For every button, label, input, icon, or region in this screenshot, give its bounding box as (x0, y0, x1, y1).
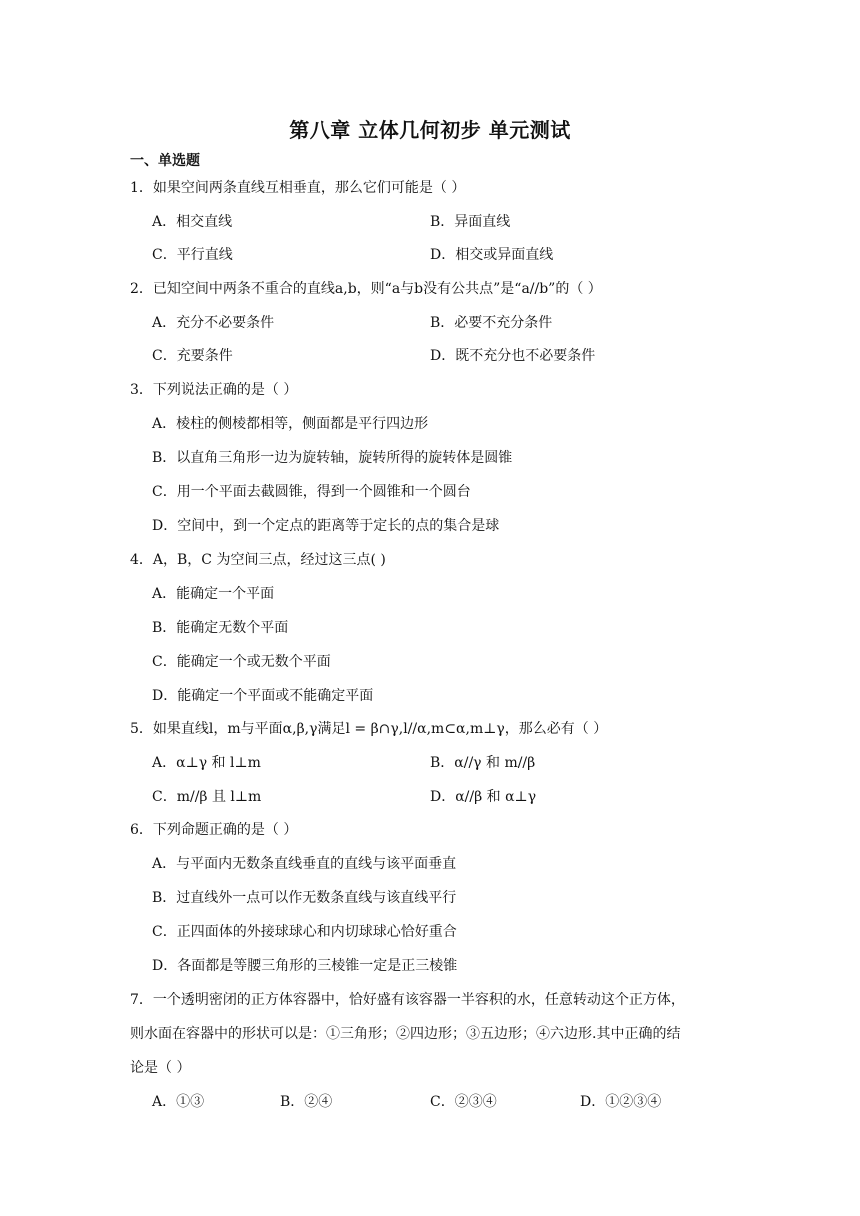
question-7-option-b[interactable]: B．②④ (280, 1094, 333, 1110)
question-7-option-c[interactable]: C．②③④ (430, 1094, 497, 1110)
question-1-option-a[interactable]: A．相交直线 (152, 214, 233, 230)
question-7-stem-line-1: 7．一个透明密闭的正方体容器中，恰好盛有该容器一半容积的水，任意转动这个正方体， (130, 992, 685, 1008)
question-1-stem: 1．如果空间两条直线互相垂直，那么它们可能是（ ） (130, 180, 466, 196)
question-4-option-c[interactable]: C．能确定一个或无数个平面 (152, 654, 331, 670)
question-6-option-a[interactable]: A．与平面内无数条直线垂直的直线与该平面垂直 (152, 856, 457, 872)
question-5-option-a[interactable]: A．α⊥γ 和 l⊥m (152, 755, 261, 771)
page-title: 第八章 立体几何初步 单元测试 (289, 118, 571, 142)
question-3-option-d[interactable]: D．空间中，到一个定点的距离等于定长的点的集合是球 (152, 518, 500, 534)
question-7-option-a[interactable]: A．①③ (152, 1094, 205, 1110)
question-5-stem: 5．如果直线l，m与平面α,β,γ满足l = β∩γ,l//α,m⊂α,m⊥γ，那么必有（ ） (130, 721, 608, 737)
question-5-option-c[interactable]: C．m//β 且 l⊥m (152, 789, 262, 805)
question-5-option-d[interactable]: D．α//β 和 α⊥γ (430, 789, 537, 805)
question-7-option-d[interactable]: D．①②③④ (580, 1094, 662, 1110)
question-3-option-a[interactable]: A．棱柱的侧棱都相等，侧面都是平行四边形 (152, 416, 429, 432)
question-2-option-a[interactable]: A．充分不必要条件 (152, 315, 275, 331)
question-2-option-d[interactable]: D．既不充分也不必要条件 (430, 348, 596, 364)
question-2-stem: 2．已知空间中两条不重合的直线a,b，则“a与b没有公共点”是“a//b”的（ ） (130, 281, 602, 297)
section-heading: 一、单选题 (130, 153, 200, 169)
question-3-option-c[interactable]: C．用一个平面去截圆锥，得到一个圆锥和一个圆台 (152, 484, 471, 500)
question-6-stem: 6．下列命题正确的是（ ） (130, 822, 298, 838)
question-4-stem: 4．A，B，C 为空间三点，经过这三点( ) (130, 552, 386, 568)
question-7-stem-line-2: 则水面在容器中的形状可以是：①三角形；②四边形；③五边形；④六边形.其中正确的结 (130, 1026, 681, 1042)
question-1-option-c[interactable]: C．平行直线 (152, 247, 233, 263)
question-4-option-a[interactable]: A．能确定一个平面 (152, 586, 275, 602)
question-6-option-c[interactable]: C．正四面体的外接球球心和内切球球心恰好重合 (152, 924, 457, 940)
question-4-option-d[interactable]: D．能确定一个平面或不能确定平面 (152, 688, 374, 704)
question-6-option-d[interactable]: D．各面都是等腰三角形的三棱锥一定是正三棱锥 (152, 958, 458, 974)
question-3-option-b[interactable]: B．以直角三角形一边为旋转轴，旋转所得的旋转体是圆锥 (152, 450, 513, 466)
question-1-option-b[interactable]: B．异面直线 (430, 214, 511, 230)
question-1-option-d[interactable]: D．相交或异面直线 (430, 247, 554, 263)
question-7-stem-line-3: 论是（ ） (130, 1060, 191, 1076)
question-2-option-c[interactable]: C．充要条件 (152, 348, 233, 364)
question-2-option-b[interactable]: B．必要不充分条件 (430, 315, 553, 331)
question-4-option-b[interactable]: B．能确定无数个平面 (152, 620, 289, 636)
question-3-stem: 3．下列说法正确的是（ ） (130, 382, 298, 398)
question-5-option-b[interactable]: B．α//γ 和 m//β (430, 755, 536, 771)
question-6-option-b[interactable]: B．过直线外一点可以作无数条直线与该直线平行 (152, 890, 457, 906)
